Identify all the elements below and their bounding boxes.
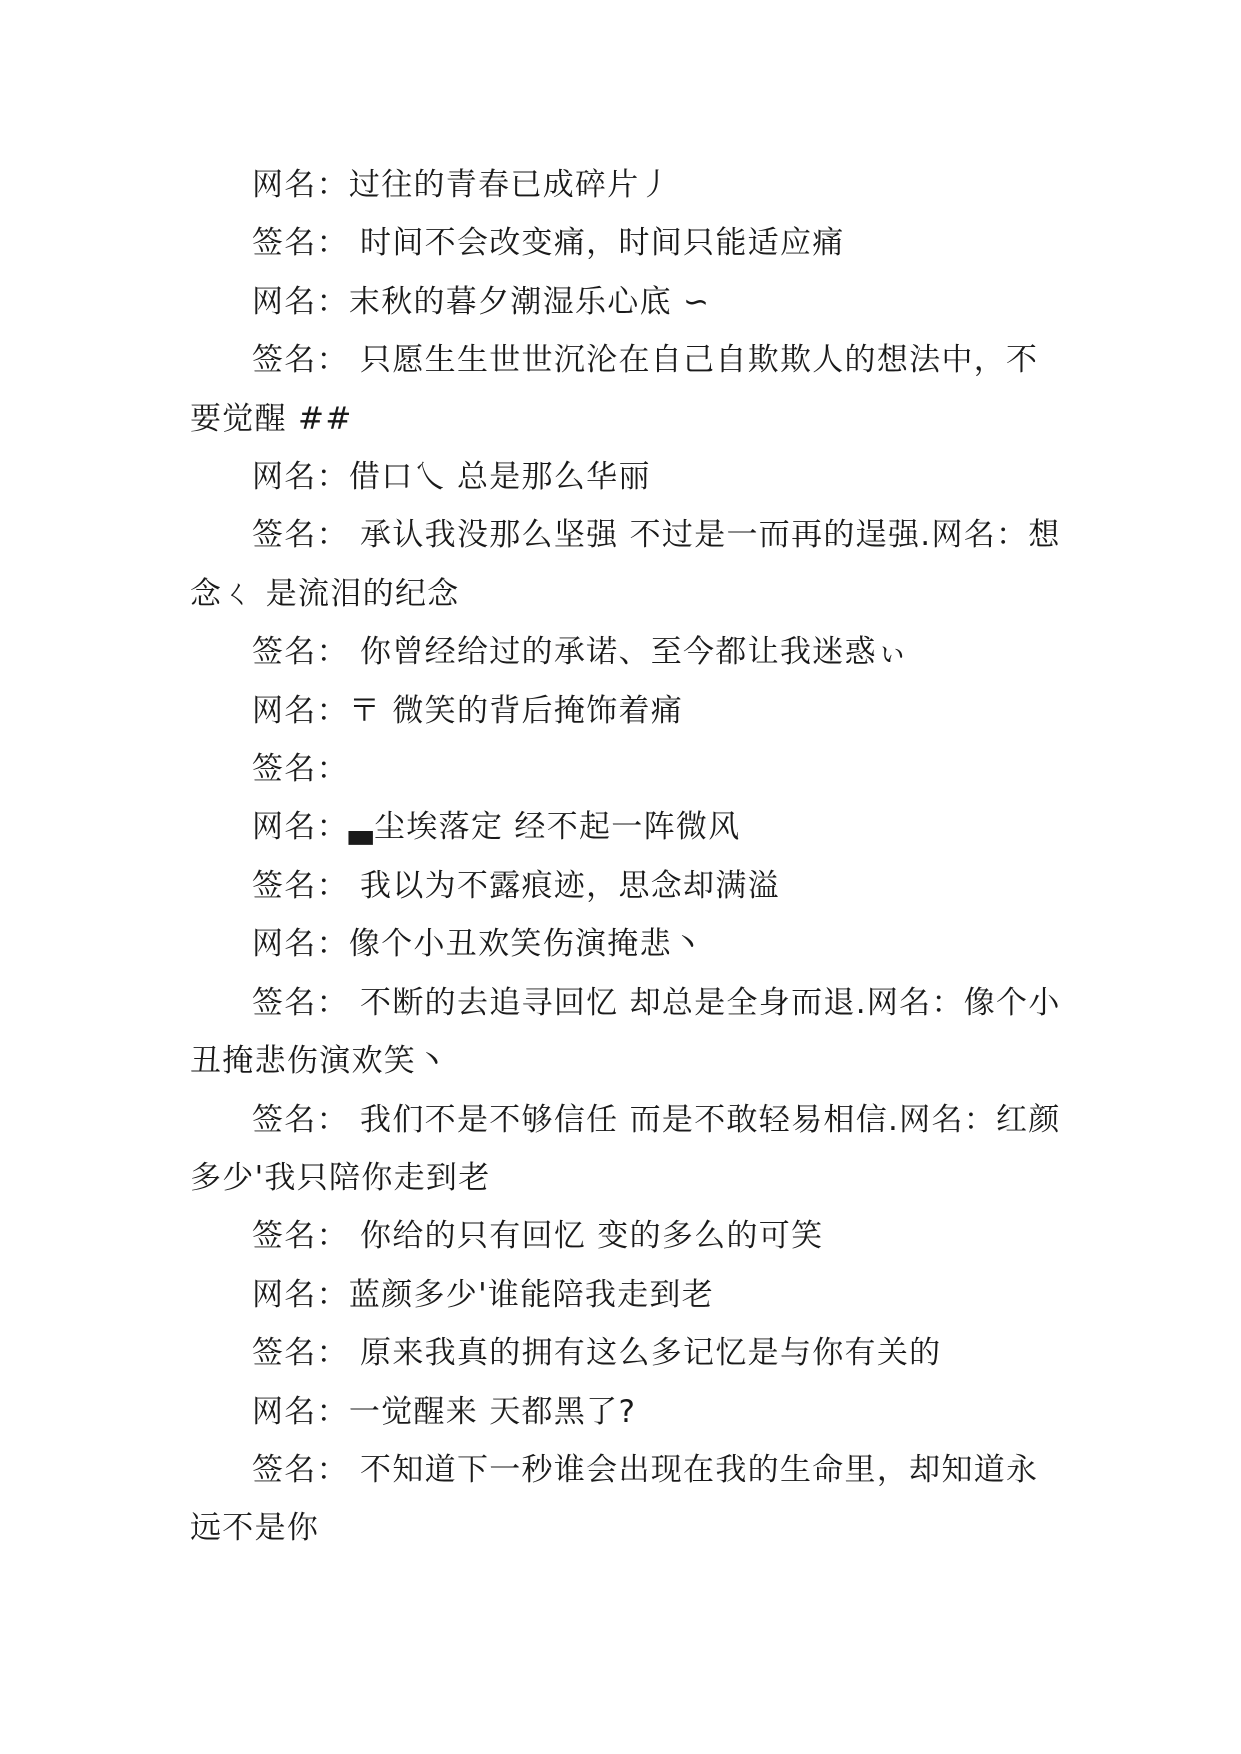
paragraph: 签名： 你给的只有回忆 变的多么的可笑: [252, 1218, 824, 1255]
paragraph: 网名：借口乀 总是那么华丽: [252, 459, 651, 496]
paragraph: 网名：▃尘埃落定 经不起一阵微风: [252, 809, 741, 846]
paragraph: 网名：〒 微笑的背后掩饰着痛: [252, 692, 684, 729]
paragraph: 网名：像个小丑欢笑伤演掩悲丶: [252, 926, 705, 963]
document-body: [190, 156, 1070, 1558]
paragraph: 网名：末秋的暮夕潮湿乐心底 ∽: [252, 283, 711, 320]
paragraph: 签名： 承认我没那么坚强 不过是一而再的逞强.网名：想念ㄑ 是流泪的纪念: [190, 517, 1061, 612]
paragraph: 签名： 原来我真的拥有这么多记忆是与你有关的: [252, 1335, 942, 1372]
paragraph: 网名：一觉醒来 天都黑了?: [252, 1393, 637, 1430]
paragraph: 签名： 我以为不露痕迹，思念却满溢: [252, 867, 780, 904]
paragraph: 网名：蓝颜多少'谁能陪我走到老: [252, 1276, 715, 1313]
paragraph: 签名： 我们不是不够信任 而是不敢轻易相信.网名：红颜多少'我只陪你走到老: [190, 1101, 1061, 1196]
paragraph: 签名：: [252, 751, 349, 788]
paragraph: 签名： 你曾经给过的承诺、至今都让我迷惑ぃ: [252, 634, 910, 671]
paragraph: 网名：过往的青春已成碎片丿: [252, 167, 672, 203]
paragraph: 签名： 不知道下一秒谁会出现在我的生命里，却知道永远不是你: [190, 1451, 1039, 1547]
paragraph: 签名： 只愿生生世世沉沦在自己自欺欺人的想法中，不要觉醒 ##: [190, 342, 1039, 437]
paragraph: 签名： 时间不会改变痛，时间只能适应痛: [252, 225, 845, 262]
paragraph: 签名： 不断的去追寻回忆 却总是全身而退.网名：像个小丑掩悲伤演欢笑丶: [190, 984, 1061, 1080]
